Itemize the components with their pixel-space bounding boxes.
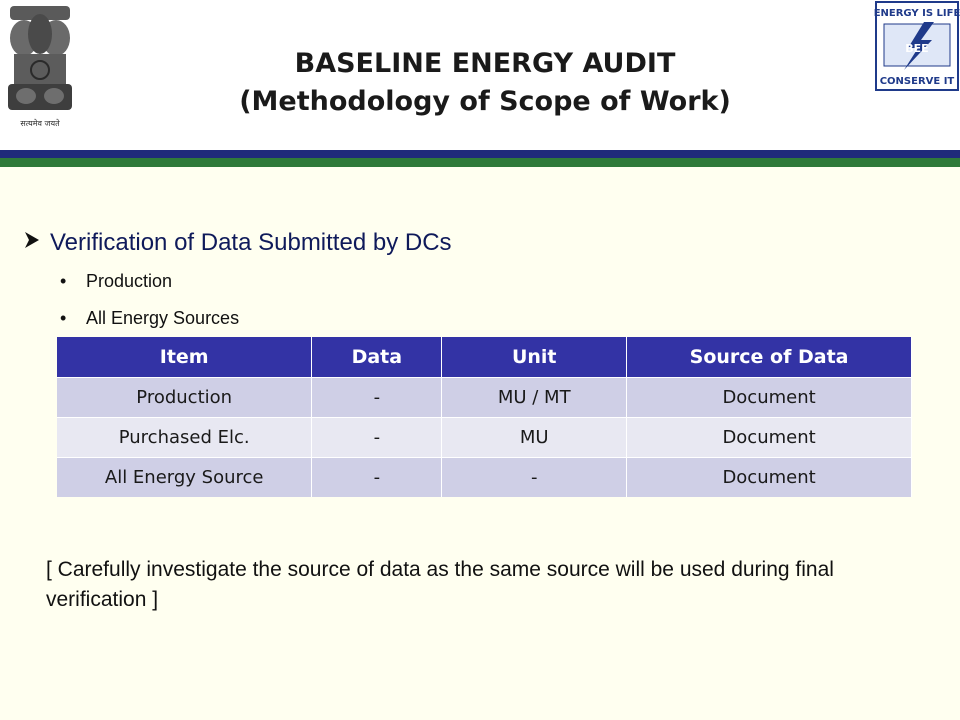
- table-cell: Production: [57, 378, 312, 418]
- table-cell: Document: [627, 378, 912, 418]
- column-header: Unit: [442, 337, 627, 378]
- slide-content: [0, 167, 960, 720]
- data-table: [57, 337, 912, 497]
- bee-logo-mid-text: BEE: [905, 42, 929, 55]
- emblem-caption: सत्यमेव जयते: [20, 119, 60, 128]
- table-cell: Purchased Elc.: [57, 418, 312, 458]
- bullet-item: • Production: [60, 271, 173, 291]
- table-cell: MU: [442, 418, 627, 458]
- column-header: Item: [57, 337, 312, 378]
- national-emblem-icon: [4, 2, 76, 130]
- table-cell: -: [312, 458, 442, 498]
- arrow-right-icon: [22, 229, 44, 257]
- bee-logo-bottom-text: CONSERVE IT: [879, 76, 955, 87]
- bee-logo-icon: [874, 0, 960, 92]
- table-cell: All Energy Source: [57, 458, 312, 498]
- bee-logo-top-text: ENERGY IS LIFE: [874, 8, 960, 19]
- table-row: [57, 418, 912, 458]
- table-cell: -: [312, 378, 442, 418]
- column-header: Data: [312, 337, 442, 378]
- bullet-icon: •: [60, 308, 67, 328]
- bullet-item: • All Energy Sources: [60, 308, 240, 328]
- header-divider-green: [0, 158, 960, 167]
- table-header-row: [57, 337, 912, 378]
- table-cell: Document: [627, 458, 912, 498]
- section-heading-text: Verification of Data Submitted by DCs: [50, 229, 452, 256]
- slide-header: [0, 0, 960, 150]
- column-header: Source of Data: [627, 337, 912, 378]
- table-cell: MU / MT: [442, 378, 627, 418]
- section-heading: [22, 229, 452, 257]
- table-cell: Document: [627, 418, 912, 458]
- table-cell: -: [312, 418, 442, 458]
- table-row: [57, 458, 912, 498]
- header-divider-blue: [0, 150, 960, 158]
- table-cell: -: [442, 458, 627, 498]
- table-row: [57, 378, 912, 418]
- verification-note: [ Carefully investigate the source of data as the same source will be used during final verification ]: [46, 558, 834, 611]
- slide-subtitle: (Methodology of Scope of Work): [239, 86, 731, 117]
- bullet-icon: •: [60, 271, 67, 291]
- slide-title: BASELINE ENERGY AUDIT: [294, 48, 676, 79]
